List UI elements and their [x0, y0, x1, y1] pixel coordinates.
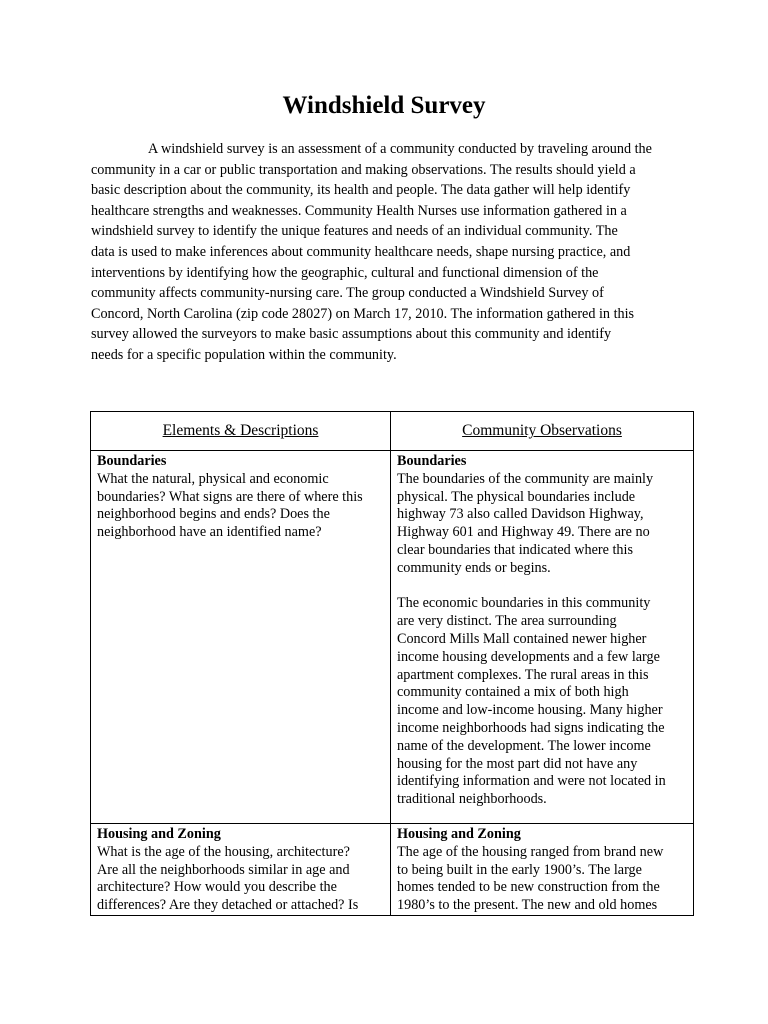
cell-line: architecture? How would you describe the — [97, 879, 337, 896]
cell-line: traditional neighborhoods. — [397, 791, 547, 808]
cell-observation-housing — [391, 824, 694, 916]
cell-line: Are all the neighborhoods similar in age and — [97, 861, 350, 878]
intro-line: community affects community-nursing care. The group conducted a Windshield Survey of — [91, 285, 604, 302]
survey-table — [90, 411, 694, 916]
section-heading: Housing and Zoning — [397, 826, 521, 842]
cell-line: What the natural, physical and economic — [97, 470, 329, 487]
cell-line: name of the development. The lower income — [397, 737, 651, 754]
section-heading: Boundaries — [97, 453, 167, 469]
cell-line: The boundaries of the community are mainly — [397, 470, 654, 487]
cell-line: highway 73 also called Davidson Highway, — [397, 506, 644, 523]
intro-line: survey allowed the surveyors to make basic assumptions about this community and identify — [91, 326, 612, 343]
cell-element-housing — [91, 824, 391, 916]
cell-line: Highway 601 and Highway 49. There are no — [397, 524, 650, 541]
section-heading: Boundaries — [397, 453, 467, 469]
cell-observation-boundaries — [391, 451, 694, 824]
cell-line: income housing developments and a few large — [397, 648, 660, 665]
header-label: Elements & Descriptions — [162, 422, 319, 440]
header-label: Community Observations — [462, 422, 622, 440]
cell-line: income and low-income housing. Many higher — [397, 702, 663, 719]
intro-line: needs for a specific population within the community. — [91, 346, 397, 363]
header-elements-descriptions — [91, 412, 391, 451]
cell-line: The age of the housing ranged from brand new — [397, 843, 664, 860]
paragraph-gap — [397, 578, 687, 596]
cell-line: clear boundaries that indicated where this — [397, 541, 633, 558]
intro-paragraph — [91, 139, 681, 366]
intro-line: community in a car or public transportation and making observations. The results should yield a — [91, 161, 636, 178]
cell-line: What is the age of the housing, architecture? — [97, 843, 350, 860]
intro-line: windshield survey to identify the unique features and needs of an individual community. The — [91, 223, 618, 240]
document-title: Windshield Survey — [282, 92, 486, 119]
cell-line: neighborhood begins and ends? Does the — [97, 506, 330, 523]
header-community-observations — [391, 412, 694, 451]
cell-line: homes tended to be new construction from the — [397, 879, 660, 896]
intro-line: A windshield survey is an assessment of a community conducted by traveling around the — [148, 141, 652, 157]
intro-line: Concord, North Carolina (zip code 28027) on March 17, 2010. The information gathered in this — [91, 305, 635, 322]
cell-line: physical. The physical boundaries include — [397, 488, 636, 505]
cell-line: apartment complexes. The rural areas in this — [397, 666, 649, 683]
cell-line: to being built in the early 1900’s. The large — [397, 861, 642, 878]
table-header-row — [91, 412, 694, 451]
intro-line: data is used to make inferences about community healthcare needs, shape nursing practice, and — [91, 243, 631, 260]
cell-line: community contained a mix of both high — [397, 684, 629, 701]
cell-line: income neighborhoods had signs indicating the — [397, 719, 665, 736]
cell-line: The economic boundaries in this community — [397, 595, 651, 612]
cell-line: Concord Mills Mall contained newer higher — [397, 630, 647, 647]
cell-line: 1980’s to the present. The new and old homes — [397, 897, 658, 914]
intro-line: basic description about the community, its health and people. The data gather will help identify — [91, 182, 631, 199]
cell-line: are very distinct. The area surrounding — [397, 613, 617, 630]
cell-line: community ends or begins. — [397, 559, 551, 576]
intro-line: interventions by identifying how the geographic, cultural and functional dimension of the — [91, 264, 599, 281]
cell-line: neighborhood have an identified name? — [97, 524, 322, 541]
cell-element-boundaries — [91, 451, 391, 824]
cell-line: housing for the most part did not have any — [397, 755, 638, 772]
intro-line: healthcare strengths and weaknesses. Community Health Nurses use information gathered in a — [91, 202, 627, 219]
cell-line: differences? Are they detached or attached? Is — [97, 897, 359, 914]
cell-line: boundaries? What signs are there of where this — [97, 488, 363, 505]
table-row-housing-zoning — [91, 824, 694, 916]
section-heading: Housing and Zoning — [97, 826, 221, 842]
cell-line: identifying information and were not located in — [397, 773, 666, 790]
table-row-boundaries — [91, 451, 694, 824]
